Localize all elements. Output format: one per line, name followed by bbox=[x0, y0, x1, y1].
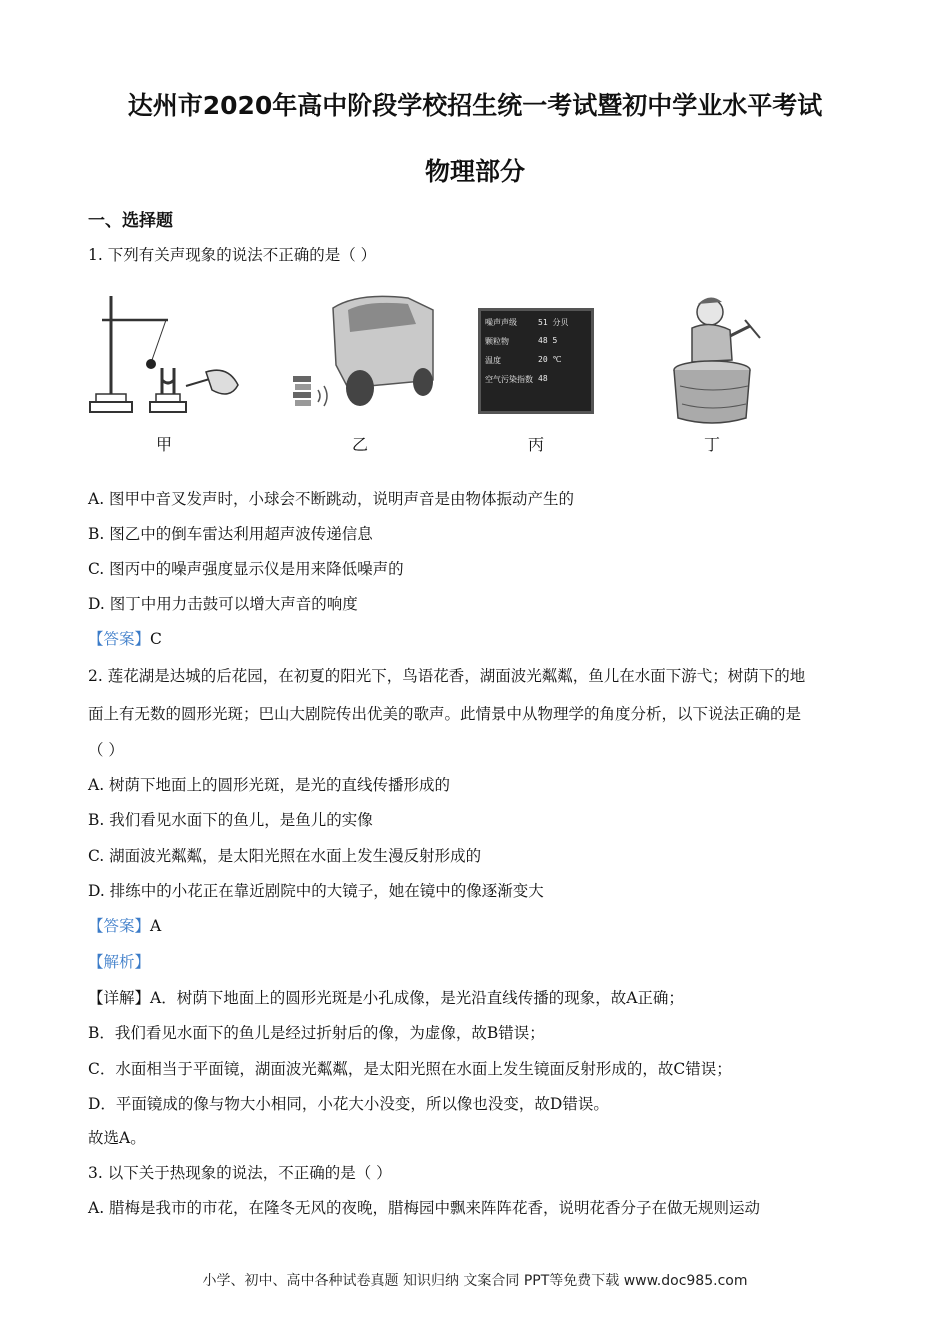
fig-label-yi: 乙 bbox=[352, 435, 369, 454]
q2-option-a: A. 树荫下地面上的圆形光斑，是光的直线传播形成的 bbox=[88, 776, 451, 794]
display-label-1: 颗粒物 bbox=[485, 337, 509, 346]
q3-option-a: A. 腊梅是我市的市花，在隆冬无风的夜晚，腊梅园中飘来阵阵花香，说明花香分子在做无规则运动 bbox=[88, 1199, 761, 1217]
q2-stem-line2: 面上有无数的圆形光斑；巴山大剧院传出优美的歌声。此情景中从物理学的角度分析，以下说法正确的是 bbox=[88, 705, 802, 723]
display-value-0: 51 分贝 bbox=[538, 318, 569, 327]
fig-label-ding: 丁 bbox=[704, 435, 721, 454]
display-value-1: 48 5 bbox=[538, 336, 558, 345]
answer-value: C bbox=[150, 630, 162, 648]
display-value-3: 48 bbox=[538, 374, 548, 383]
q2-detail-1: B．我们看见水面下的鱼儿是经过折射后的像，为虚像，故B错误； bbox=[88, 1024, 545, 1042]
answer-label: 【答案】 bbox=[88, 917, 151, 935]
q2-detail-3: D．平面镜成的像与物大小相同，小花大小没变，所以像也没变，故D错误。 bbox=[88, 1095, 609, 1113]
q1-option-a: A. 图甲中音叉发声时，小球会不断跳动，说明声音是由物体振动产生的 bbox=[88, 490, 575, 508]
display-label-3: 空气污染指数 bbox=[485, 375, 533, 384]
q3-stem: 3. 以下关于热现象的说法，不正确的是（ ） bbox=[88, 1164, 392, 1182]
answer-value: A bbox=[150, 917, 162, 935]
section-heading: 一、选择题 bbox=[88, 211, 173, 231]
tuning-fork-figure bbox=[88, 290, 248, 425]
q1-option-c: C. 图丙中的噪声强度显示仪是用来降低噪声的 bbox=[88, 560, 404, 578]
q1-figures bbox=[88, 290, 868, 460]
q2-answer bbox=[88, 914, 161, 936]
q2-stem-line3: （ ） bbox=[88, 741, 124, 759]
display-label-2: 温度 bbox=[485, 356, 501, 365]
answer-label: 【答案】 bbox=[88, 630, 151, 648]
page-title: 达州市2020年高中阶段学校招生统一考试暨初中学业水平考试 bbox=[127, 91, 823, 120]
q1-stem: 1. 下列有关声现象的说法不正确的是（ ） bbox=[88, 246, 377, 264]
display-label-0: 噪声声级 bbox=[485, 318, 517, 327]
noise-display-figure bbox=[478, 308, 594, 414]
page-footer: 小学、初中、高中各种试卷真题 知识归纳 文案合同 PPT等免费下载 www.doc985.com bbox=[202, 1273, 748, 1289]
display-value-2: 20 ℃ bbox=[538, 355, 562, 364]
q2-detail-2: C．水面相当于平面镜，湖面波光粼粼，是太阳光照在水面上发生镜面反射形成的，故C错误； bbox=[88, 1060, 732, 1078]
fig-label-bing: 丙 bbox=[528, 435, 545, 454]
q1-option-d: D. 图丁中用力击鼓可以增大声音的响度 bbox=[88, 595, 358, 613]
q2-option-c: C. 湖面波光粼粼，是太阳光照在水面上发生漫反射形成的 bbox=[88, 847, 482, 865]
drum-figure bbox=[660, 290, 780, 430]
q2-option-b: B. 我们看见水面下的鱼儿，是鱼儿的实像 bbox=[88, 811, 373, 829]
q2-detail-4: 故选A。 bbox=[88, 1129, 146, 1147]
q1-answer bbox=[88, 627, 162, 649]
fig-label-jia: 甲 bbox=[156, 435, 173, 454]
car-radar-figure bbox=[288, 290, 438, 425]
q2-option-d: D. 排练中的小花正在靠近剧院中的大镜子，她在镜中的像逐渐变大 bbox=[88, 882, 544, 900]
q2-analysis-label: 【解析】 bbox=[88, 953, 151, 971]
q1-option-b: B. 图乙中的倒车雷达利用超声波传递信息 bbox=[88, 525, 373, 543]
page-subtitle: 物理部分 bbox=[424, 157, 525, 186]
q2-detail-0: 【详解】A．树荫下地面上的圆形光斑是小孔成像，是光沿直线传播的现象，故A正确； bbox=[88, 989, 684, 1007]
q2-stem-line1: 2. 莲花湖是达城的后花园，在初夏的阳光下，鸟语花香，湖面波光粼粼，鱼儿在水面下游弋；树荫下的地 bbox=[88, 667, 806, 685]
